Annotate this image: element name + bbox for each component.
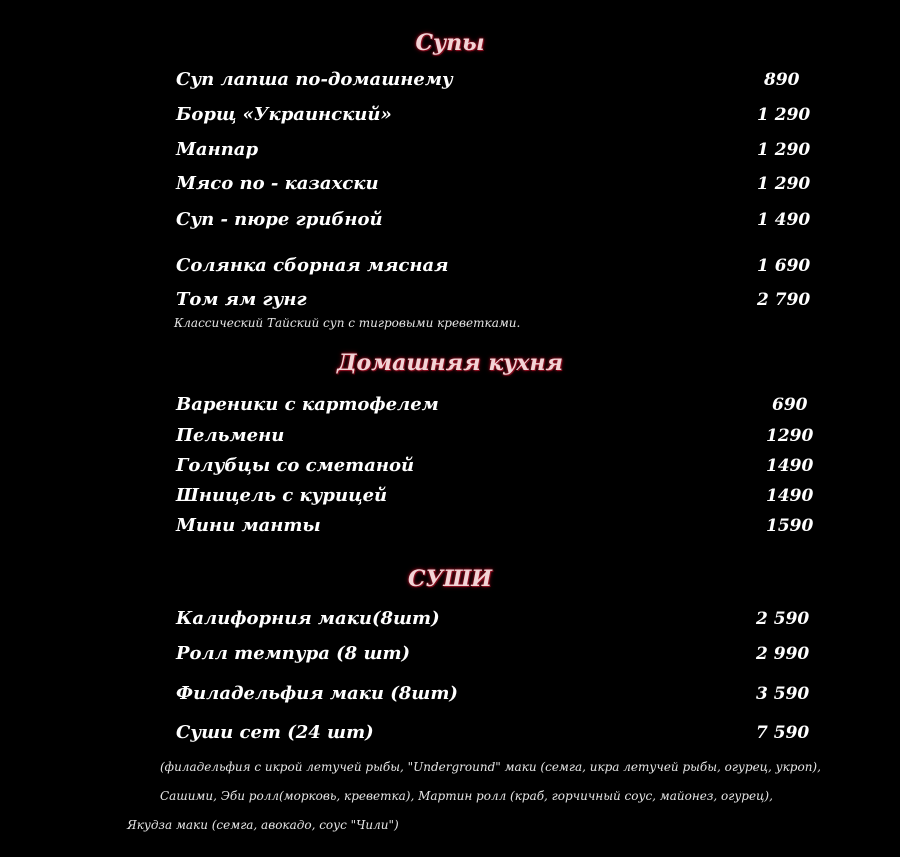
menu-item-price: 1 290: [757, 174, 811, 194]
section-title-home-cooking: Домашняя кухня: [336, 350, 564, 376]
menu-item-price: 1490: [766, 456, 814, 476]
sushi-set-description-line: (филадельфия с икрой летучей рыбы, "Underground" маки (семга, икра летучей рыбы, огурец, укроп),: [160, 760, 821, 774]
menu-item-name: Суп лапша по-домашнему: [176, 69, 453, 90]
menu-item-name: Мини манты: [176, 515, 321, 536]
menu-item-name: Шницель с курицей: [176, 485, 388, 506]
menu-item-name: Филадельфия маки (8шт): [176, 683, 458, 704]
menu-item-name: Калифорния маки(8шт): [176, 608, 440, 629]
menu-item-price: 1290: [766, 426, 814, 446]
menu-item-name: Вареники с картофелем: [176, 394, 439, 415]
menu-item-price: 1590: [766, 516, 814, 536]
menu-item-name: Суши сет (24 шт): [176, 722, 374, 743]
sushi-set-description-line: Якудза маки (семга, авокадо, соус "Чили"): [127, 818, 399, 832]
menu-item-name: Голубцы со сметаной: [176, 455, 415, 476]
menu-item-name: Ролл темпура (8 шт): [176, 643, 411, 664]
menu-item-price: 1490: [766, 486, 814, 506]
sushi-set-description-line: Сашими, Эби ролл(морковь, креветка), Мартин ролл (краб, горчичный соус, майонез, огурец),: [160, 789, 773, 803]
menu-item-price: 2 590: [756, 609, 810, 629]
menu-item-price: 1 290: [757, 105, 811, 125]
menu-item-price: 2 990: [756, 644, 810, 664]
menu-item-price: 690: [772, 395, 808, 415]
menu-item-name: Мясо по - казахски: [176, 173, 379, 194]
menu-item-price: 7 590: [756, 723, 810, 743]
menu-item-name: Том ям гунг: [176, 289, 307, 310]
menu-item-price: 3 590: [756, 684, 810, 704]
menu-item-price: 1 690: [757, 256, 811, 276]
section-title-soups: Супы: [415, 30, 485, 56]
section-title-sushi: СУШИ: [407, 566, 493, 592]
menu-item-price: 2 790: [757, 290, 811, 310]
menu-item-price: 1 490: [757, 210, 811, 230]
menu-item-price: 1 290: [757, 140, 811, 160]
menu-item-name: Пельмени: [176, 425, 285, 446]
menu-item-price: 890: [764, 70, 800, 90]
menu-item-name: Суп - пюре грибной: [176, 209, 383, 230]
menu-item-name: Манпар: [176, 139, 259, 160]
menu-item-name: Солянка сборная мясная: [176, 255, 449, 276]
menu-item-description: Классический Тайский суп с тигровыми креветками.: [174, 316, 521, 330]
menu-item-name: Борщ «Украинский»: [176, 104, 392, 125]
